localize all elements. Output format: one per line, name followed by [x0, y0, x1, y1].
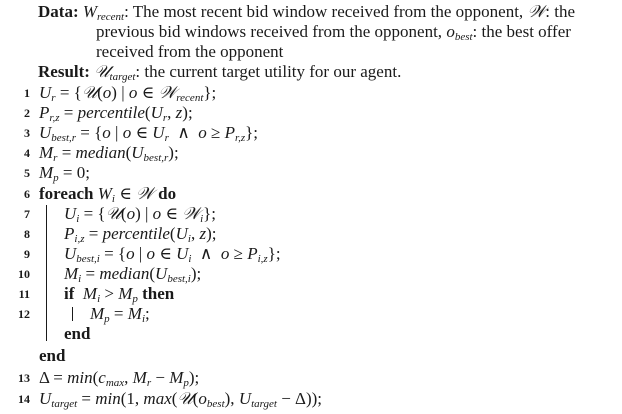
- line-number: 11: [18, 287, 30, 301]
- line-number: 4: [24, 146, 30, 160]
- line-number: 8: [24, 227, 30, 241]
- data-desc-1: $W_{recent}$: The most recent bid window received from the opponent, 𝒲: the: [82, 2, 576, 23]
- line-number: 9: [24, 247, 30, 261]
- result-desc: 𝒰$_{target}$: the current target utility for our agent.: [94, 62, 402, 83]
- line-number: 14: [18, 392, 30, 406]
- line-number: 13: [18, 371, 30, 385]
- line-number: 2: [24, 106, 30, 120]
- line-number: 1: [24, 86, 30, 100]
- if-block-bar: [72, 307, 73, 321]
- data-label: Data:: [38, 2, 79, 21]
- result-label: Result:: [38, 62, 90, 81]
- data-desc-2: previous bid windows received from the opponent, $o_{best}$: the best offer: [96, 22, 571, 43]
- algorithm-result-block: [38, 62, 618, 82]
- line-number: 12: [18, 307, 30, 321]
- data-desc-3: received from the opponent: [96, 42, 284, 61]
- line-number: 10: [18, 267, 30, 281]
- foreach-block-bar: [46, 205, 47, 341]
- algorithm-data-block: [38, 2, 618, 62]
- line-number: 6: [24, 187, 30, 201]
- line-number: 3: [24, 126, 30, 140]
- line-number: 5: [24, 166, 30, 180]
- line-number: 7: [24, 207, 30, 221]
